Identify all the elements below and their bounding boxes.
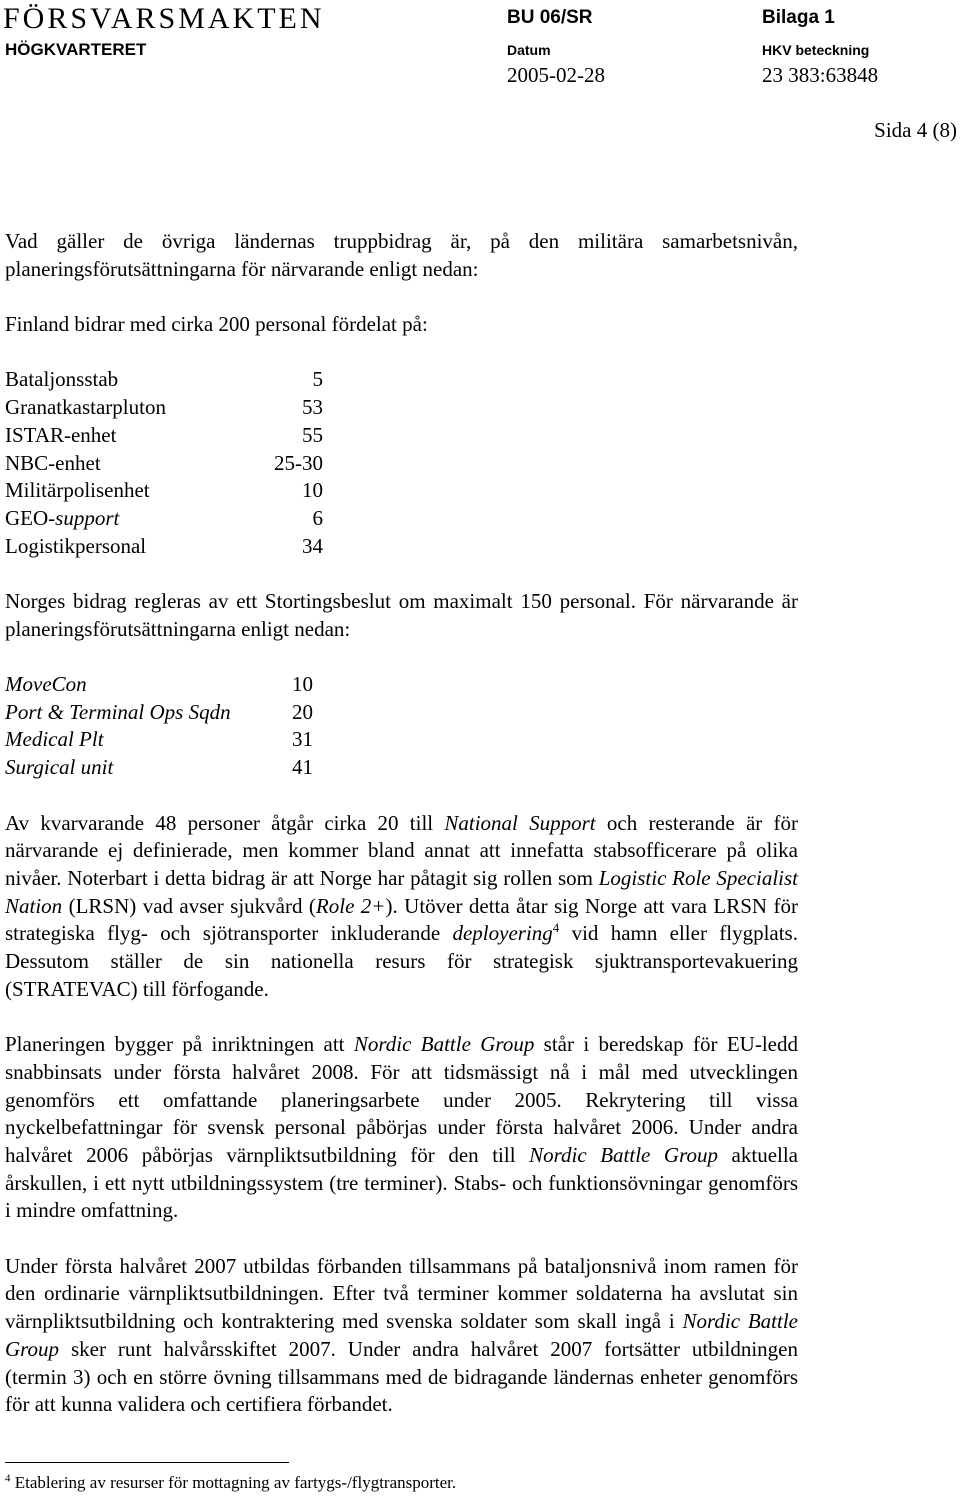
table-row: [5, 394, 798, 422]
unit-label-prefix: GEO-: [5, 505, 56, 530]
personnel-count: 34: [302, 533, 323, 558]
footnote: [5, 1473, 456, 1493]
personnel-count: 55: [302, 422, 323, 447]
personnel-count: 41: [292, 755, 313, 780]
unit-label: Surgical unit: [5, 755, 114, 780]
personnel-count: 6: [312, 505, 323, 530]
unit-label: NBC-enhet: [5, 450, 101, 475]
date-label: Datum: [507, 42, 551, 58]
italic-term: Nordic Battle Group: [5, 1309, 798, 1361]
personnel-count: 5: [312, 367, 323, 392]
table-row: [5, 422, 798, 450]
unit-label: Granatkastarpluton: [5, 395, 166, 420]
footnote-text: Etablering av resurser för mottagning av fartygs-/flygtransporter.: [10, 1473, 457, 1492]
intro-paragraph: Vad gäller de övriga ländernas truppbidrag är, på den militära samarbetsnivån, planeringsförutsättningarna för närvarande enligt nedan:: [5, 229, 798, 281]
training-paragraph: [5, 1253, 798, 1419]
unit-label: [5, 505, 235, 533]
organization-name: FÖRSVARSMAKTEN: [3, 2, 325, 35]
table-row: [5, 671, 798, 699]
text-run: (LRSN) vad avser sjukvård (: [62, 893, 316, 918]
norway-contribution-table: [5, 671, 798, 782]
italic-term: Logistic Role Specialist Nation: [5, 865, 798, 918]
table-row: [5, 699, 798, 727]
date-value: 2005-02-28: [507, 63, 605, 87]
unit-label: Militärpolisenhet: [5, 478, 150, 503]
unit-name: HÖGKVARTERET: [5, 40, 147, 59]
personnel-count: 20: [292, 699, 313, 724]
text-run: står i beredskap för EU-ledd snabbinsats under första halvåret 2008. För att tidsmässigt nå i mål med utvecklingen genomförs ett omfattande planeringsarbete under 2005. Rekrytering till vissa nyckelbefattningar för svensk personal påbörjas under första halvåret 2006. Under andra halvåret 2006 påbörjas värnpliktsutbildning för den till: [5, 1032, 798, 1167]
planning-paragraph: [5, 1031, 798, 1225]
text-run: sker runt halvårsskiftet 2007. Under andra halvåret 2007 fortsätter utbildningen (termin 3) och en större övning tillsammans med de bidragande ländernas enheter genomförs för att kunna validera och certifiera förbandet.: [5, 1336, 798, 1417]
table-row: [5, 533, 798, 561]
norway-intro: Norges bidrag regleras av ett Stortingsbeslut om maximalt 150 personal. För närvarande är planeringsförutsättningarna enligt nedan:: [5, 588, 798, 641]
document-header: [0, 0, 960, 100]
italic-term: Nordic Battle Group: [353, 1032, 535, 1057]
finland-contribution-table: [5, 366, 798, 560]
table-row: [5, 477, 798, 505]
personnel-count: 10: [292, 672, 313, 697]
personnel-count: 53: [302, 395, 323, 420]
footnote-ref: 4: [552, 920, 560, 936]
table-row: [5, 754, 798, 782]
personnel-count: 10: [302, 478, 323, 503]
footnote-number: 4: [5, 1472, 11, 1485]
reference-value: 23 383:63848: [762, 63, 879, 87]
unit-label: Medical Plt: [5, 727, 104, 752]
personnel-count: 25-30: [274, 450, 323, 475]
document-body: [5, 228, 798, 1419]
text-run: aktuella årskullen, i ett nytt utbildningssystem (tre terminer). Stabs- och funktionsövningar genomförs i mindre omfattning.: [5, 1142, 799, 1223]
text-run: och resterande är för närvarande ej definierade, men kommer bland annat att innefatta stabsofficerare på olika nivåer. Noterbart i detta bidrag är att Norge har påtagit sig rollen som: [5, 810, 798, 890]
document-reference: BU 06/SR: [507, 7, 593, 28]
unit-label: Port & Terminal Ops Sqdn: [5, 699, 231, 724]
unit-label: Logistikpersonal: [5, 533, 147, 558]
footnote-separator: [5, 1462, 289, 1463]
reference-label: HKV beteckning: [762, 42, 870, 58]
table-row: [5, 366, 798, 394]
table-row: [5, 505, 798, 533]
text-run: vid hamn eller flygplats. Dessutom ställer de sin nationella resurs för strategisk sjuktransportevakuering (STRATEVAC) till förfogande.: [5, 921, 798, 1001]
unit-label: Bataljonsstab: [5, 367, 119, 392]
personnel-count: 31: [292, 727, 313, 752]
table-row: [5, 450, 798, 478]
attachment-label: Bilaga 1: [762, 7, 835, 28]
italic-term: National Support: [444, 810, 596, 835]
italic-term: Role 2+: [315, 893, 386, 918]
text-run: Av kvarvarande 48 personer åtgår cirka 20 till: [5, 810, 445, 835]
italic-term: Nordic Battle Group: [529, 1142, 718, 1167]
unit-label-italic: support: [55, 505, 120, 530]
text-run: ). Utöver detta åtar sig Norge att vara LRSN för strategiska flyg- och sjötransporter inkluderande: [5, 893, 799, 946]
table-row: [5, 726, 798, 754]
unit-label: ISTAR-enhet: [5, 422, 117, 447]
unit-label: MoveCon: [5, 672, 87, 697]
text-run: Planeringen bygger på inriktningen att: [5, 1032, 354, 1057]
text-run: Under första halvåret 2007 utbildas förbanden tillsammans på bataljonsnivå inom ramen för den ordinarie värnpliktsutbildningen. Efter två terminer kommer soldaterna ha avslutat sin värnpliktsutbildning och kontraktering med svenska soldater som skall ingå i: [5, 1253, 798, 1334]
italic-term: deployering: [452, 921, 553, 946]
norway-details-paragraph: [5, 810, 798, 1004]
page-number: Sida 4 (8): [874, 118, 957, 142]
finland-intro: Finland bidrar med cirka 200 personal fördelat på:: [5, 312, 428, 337]
